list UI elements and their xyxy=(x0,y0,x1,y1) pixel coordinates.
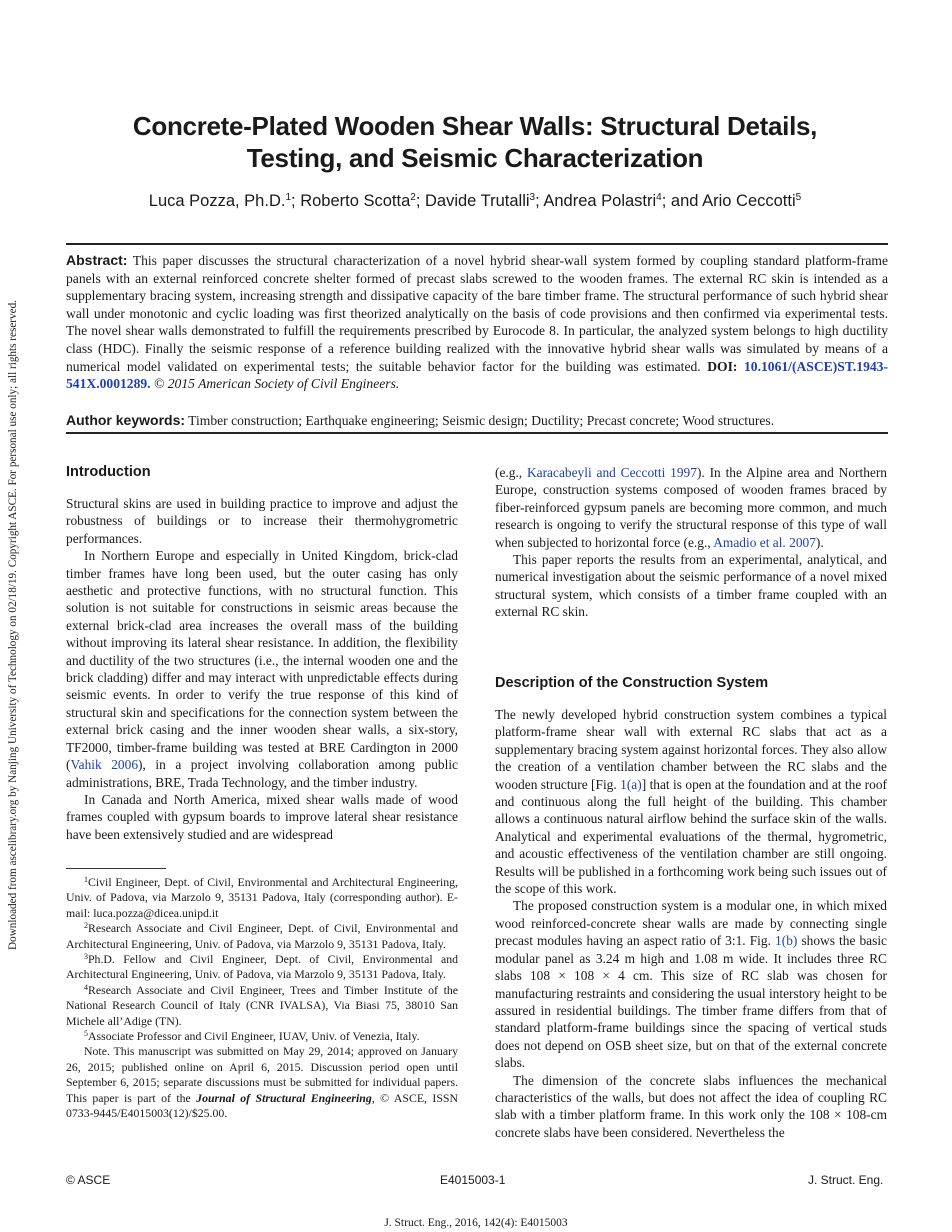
footnote-mark: 3 xyxy=(84,952,88,962)
intro-paragraph-2-text-a: In Northern Europe and especially in United Kingdom, brick-clad timber frames have long been used, but the outer casing has only aesthetic and protective functions, with no structural function. This solution is not suitable for constructions in seismic areas because the external brick-clad area increases the overall mass of the building without improving its lateral shear resistance. In addition, the flexibility and ductility of the two structures (i.e., the internal wooden one and the brick cladding) differ and may interact with unpredictable effects during seismic events. In order to verify the true response of this kind of structural skin and specifications for the connection system between the external brick casing and the inner wooden shear walls, a six-story, TF2000, timber-frame building was tested at BRE Cardington in 2000 ( xyxy=(66,548,458,773)
description-p2-text-a: The proposed construction system is a modular one, in which mixed wood reinforced-concrete shear walls are made by connecting single precast modules having an aspect ratio of 3:1. Fig. xyxy=(495,898,887,949)
footnote-1 xyxy=(66,875,458,921)
abstract xyxy=(66,252,888,393)
author-name: Roberto Scotta xyxy=(300,192,411,210)
author-affiliation-mark[interactable]: 5 xyxy=(795,192,802,203)
title-line-1: Concrete-Plated Wooden Shear Walls: Structural Details, xyxy=(132,111,818,141)
footer-copyright: © ASCE xyxy=(66,1173,111,1187)
footnote-4-text: Research Associate and Civil Engineer, Trees and Timber Institute of the National Research Council of Italy (CNR IVALSA), Via Biasi 75, 38010 San Michele all’Adige (TN). xyxy=(66,982,458,1028)
footnote-5-text: Associate Professor and Civil Engineer, IUAV, Univ. of Venezia, Italy. xyxy=(88,1029,420,1044)
intro-body-left xyxy=(66,495,458,843)
description-paragraph-2 xyxy=(495,897,887,1071)
title-line-2: Testing, and Seismic Characterization xyxy=(246,143,704,173)
intro-paragraph-4: This paper reports the results from an experimental, analytical, and numerical investigation about the seismic performance of a novel mixed structural system, which consists of a timber frame coupled with an external RC skin. xyxy=(495,552,887,620)
description-paragraph-3: The dimension of the concrete slabs influences the mechanical characteristics of the walls, but does not affect the idea of coupling RC slab with a timber platform frame. In this work only the 108 × 108-cm concrete slabs have been considered. Nevertheless the xyxy=(495,1072,887,1140)
author-separator: ; xyxy=(415,192,425,210)
manuscript-note-text-a: Note. This manuscript was submitted on May 29, 2014; approved on January 26, 2015; published online on April 6, 2015. Discussion period open until September 6, 2015; separate discussions must be submitted for individual papers. This paper is part of the xyxy=(66,1044,458,1105)
manuscript-note-text-b: , © ASCE, ISSN 0733-9445/E4015003(12)/$25.00. xyxy=(66,1090,458,1121)
doi-link[interactable]: 10.1061/(ASCE)ST.1943-541X.0001289. xyxy=(66,358,889,392)
description-p2-text-b: shows the basic modular panel as 3.24 m high and 1.08 m wide. It includes three RC slabs 108 × 108 × 4 cm. This size of RC slab was chosen for manufacturing restraints and considering the usual interstory height to be assured in residential buildings. The timber frame differs from that of standard platform-frame buildings since the spacing of vertical studs does not depend on OSB sheet size, but on that of the external concrete slabs. xyxy=(495,933,887,1071)
footnote-4 xyxy=(66,983,458,1029)
author-affiliation-mark[interactable]: 1 xyxy=(285,192,292,203)
intro-paragraph-3: In Canada and North America, mixed shear walls made of wood frames coupled with gypsum boards to improve lateral shear resistance have been extensively studied and are widespread xyxy=(66,791,458,842)
author-separator: ; and xyxy=(661,192,703,210)
footer-journal: J. Struct. Eng. xyxy=(808,1173,884,1187)
description-p1-text-b: ] that is open at the foundation and at the roof and continuous along the full height of the building. This chamber allows a continuous natural airflow behind the surface skin of the walls. Analytical and experimental evaluations of the thermal, hygrometric, and acoustic effectiveness of the ventilation chamber are still ongoing. Results will be published in a forthcoming work being such issues out of the scope of this work. xyxy=(495,776,887,897)
intro-paragraph-2 xyxy=(66,547,458,791)
intro-cont-text-c: ). xyxy=(815,534,824,550)
footnote-3-text: Ph.D. Fellow and Civil Engineer, Dept. of Civil, Environmental and Architectural Engineering, Univ. of Padova, via Marzolo 9, 35131 Padova, Italy. xyxy=(66,952,458,982)
keywords-bottom-rule xyxy=(66,432,888,434)
figure-link[interactable]: 1(b) xyxy=(775,933,798,949)
author-affiliation-mark[interactable]: 3 xyxy=(529,192,536,203)
footer-page-id: E4015003-1 xyxy=(440,1173,506,1187)
citation-link[interactable]: Amadio et al. 2007 xyxy=(713,534,816,550)
intro-cont-text-b: ). In the Alpine area and Northern Europe, construction systems composed of wooden frames braced by fiber-reinforced gypsum panels are becoming more common, and much research is ongoing to verify the structural response of this type of wall when subjected to horizontal force (e.g., xyxy=(495,465,887,550)
author-name: Ario Ceccotti xyxy=(702,192,796,210)
footnote-rule xyxy=(66,868,166,869)
footnote-mark: 1 xyxy=(84,875,88,884)
author-list xyxy=(60,190,890,212)
author-separator: ; xyxy=(291,192,301,210)
description-p1-text-a: The newly developed hybrid construction system combines a typical platform-frame shear wall with external RC slabs that act as a supplementary bracing system against horizontal forces. They also allow the creation of a ventilation chamber between the RC slabs and the wooden structure [Fig. xyxy=(495,707,887,792)
citation-link[interactable]: Vahik 2006 xyxy=(70,757,139,773)
section-heading-introduction: Introduction xyxy=(66,464,151,480)
paper-title xyxy=(60,110,890,174)
keywords-label: Author keywords: xyxy=(66,412,186,428)
abstract-text: This paper discusses the structural characterization of a novel hybrid shear-wall system formed by coupling standard platform-frame panels with an external reinforced concrete shelter formed of precast slabs screwed to the wooden frames. The external RC skin is intended as a supplementary bracing system, increasing strength and dissipative capacity of the bare timber frame. The structural performance of such hybrid shear wall under monotonic and cyclic loading was first theorized analytically on the basis of code provisions and then confirmed via experimental tests. The novel shear walls demonstrated to fulfill the requirements prescribed by Eurocode 8. In particular, the analyzed system belongs to high ductility class (HDC). Finally the seismic response of a reference building realized with the innovative hybrid shear walls was simulated by means of a numerical model validated on experimental tests; the suitable behavior factor for the building was estimated. xyxy=(66,253,888,374)
author-name: Luca Pozza, Ph.D. xyxy=(148,192,286,210)
description-paragraph-1 xyxy=(495,706,887,897)
abstract-copyright: © 2015 American Society of Civil Engineers. xyxy=(154,376,400,392)
abstract-label: Abstract: xyxy=(66,252,128,268)
author-keywords xyxy=(66,411,888,430)
keywords-text: Timber construction; Earthquake engineering; Seismic design; Ductility; Precast concrete; Wood structures. xyxy=(188,413,775,428)
author-name: Andrea Polastri xyxy=(543,192,657,210)
footnote-mark: 4 xyxy=(84,982,88,992)
footnotes xyxy=(66,875,458,1122)
intro-paragraph-1: Structural skins are used in building practice to improve and adjust the robustness of buildings or to increase their thermohygrometric performances. xyxy=(66,496,458,546)
intro-paragraph-2-text-b: ), in a project involving collaboration among public administrations, BRE, Trada Technology, and the timber industry. xyxy=(66,757,458,790)
author-separator: ; xyxy=(535,192,544,210)
footnote-mark: 2 xyxy=(84,921,88,931)
intro-body-right xyxy=(495,464,887,621)
author-affiliation-mark[interactable]: 2 xyxy=(410,192,416,203)
footnote-2 xyxy=(66,921,458,952)
doi-label: DOI: xyxy=(707,358,738,374)
figure-link[interactable]: 1(a) xyxy=(620,776,642,792)
footnote-1-text: Civil Engineer, Dept. of Civil, Environmental and Architectural Engineering, Univ. of Padova, via Marzolo 9, 35131 Padova, Italy (corresponding author). E-mail: luca.pozza@dicea.unipd.it xyxy=(66,875,458,920)
author-affiliation-mark[interactable]: 4 xyxy=(656,192,662,203)
download-notice: Downloaded from ascelibrary.org by Nanjing University of Technology on 02/18/19. Copyright ASCE. For personal use only; all rights reserved. xyxy=(7,300,19,950)
footnote-3 xyxy=(66,952,458,983)
citation-link[interactable]: Karacabeyli and Ceccotti 1997 xyxy=(526,465,697,480)
manuscript-note xyxy=(66,1044,458,1121)
footnote-mark: 5 xyxy=(84,1029,88,1039)
intro-paragraph-3-continued xyxy=(495,464,887,551)
footnote-5 xyxy=(66,1029,458,1044)
abstract-top-rule xyxy=(66,243,888,245)
intro-cont-text-a: (e.g., xyxy=(495,465,527,480)
citation-line: J. Struct. Eng., 2016, 142(4): E4015003 xyxy=(384,1217,568,1229)
footnote-2-text: Research Associate and Civil Engineer, Dept. of Civil, Environmental and Architectural Engineering, Univ. of Padova, via Marzolo 9, 35131 Padova, Italy. xyxy=(66,921,458,951)
journal-name: Journal of Structural Engineering xyxy=(196,1090,372,1105)
author-name: Davide Trutalli xyxy=(424,192,530,210)
section-heading-construction-system: Description of the Construction System xyxy=(495,675,769,691)
description-body xyxy=(495,706,887,1141)
